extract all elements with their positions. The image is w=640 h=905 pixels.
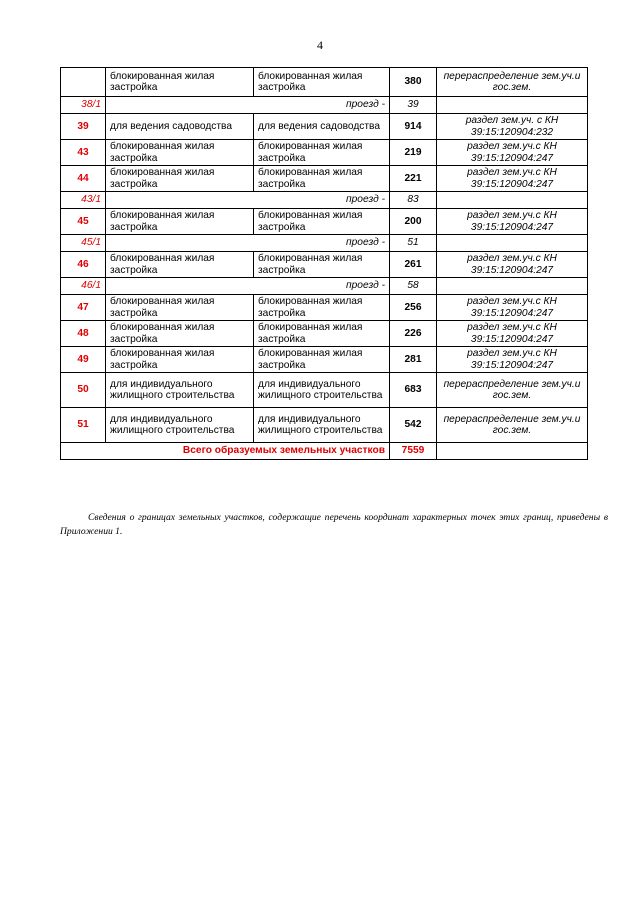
permitted-use-cell: блокированная жилая застройка: [106, 166, 254, 192]
plot-number-cell: 43/1: [61, 192, 106, 209]
table-row: [61, 252, 588, 278]
plot-number-cell: 38/1: [61, 97, 106, 114]
table-row-passage: [61, 278, 588, 295]
formation-method-cell: перераспределение зем.уч.и гос.зем.: [437, 408, 588, 443]
use-type-cell: блокированная жилая застройка: [254, 68, 390, 97]
total-value: 7559: [390, 443, 437, 460]
use-type-cell: для индивидуального жилищного строительства: [254, 408, 390, 443]
formation-method-cell: раздел зем.уч.с КН 39:15:120904:247: [437, 140, 588, 166]
table-row: [61, 321, 588, 347]
formation-method-cell: раздел зем.уч.с КН 39:15:120904:247: [437, 252, 588, 278]
table-row: [61, 347, 588, 373]
permitted-use-cell: блокированная жилая застройка: [106, 209, 254, 235]
area-cell: 219: [390, 140, 437, 166]
area-cell: 914: [390, 114, 437, 140]
table-row-passage: [61, 192, 588, 209]
formation-method-cell: перераспределение зем.уч.и гос.зем.: [437, 373, 588, 408]
total-label: Всего образуемых земельных участков: [61, 443, 390, 460]
area-cell: 51: [390, 235, 437, 252]
plot-number-cell: 47: [61, 295, 106, 321]
empty-cell: [437, 278, 588, 295]
area-cell: 58: [390, 278, 437, 295]
plot-number-cell: 48: [61, 321, 106, 347]
permitted-use-cell: для ведения садоводства: [106, 114, 254, 140]
use-type-cell: блокированная жилая застройка: [254, 140, 390, 166]
permitted-use-cell: блокированная жилая застройка: [106, 252, 254, 278]
plot-number-cell: 46/1: [61, 278, 106, 295]
use-type-cell: для ведения садоводства: [254, 114, 390, 140]
formation-method-cell: раздел зем.уч.с КН 39:15:120904:247: [437, 295, 588, 321]
page-number: 4: [317, 38, 323, 52]
permitted-use-cell: блокированная жилая застройка: [106, 347, 254, 373]
area-cell: 200: [390, 209, 437, 235]
use-type-cell: блокированная жилая застройка: [254, 166, 390, 192]
area-cell: 542: [390, 408, 437, 443]
area-cell: 256: [390, 295, 437, 321]
area-cell: 221: [390, 166, 437, 192]
plot-number-cell: 46: [61, 252, 106, 278]
table-row: [61, 295, 588, 321]
table-row-passage: [61, 235, 588, 252]
empty-cell: [437, 192, 588, 209]
plot-number-cell: 43: [61, 140, 106, 166]
use-type-cell: блокированная жилая застройка: [254, 321, 390, 347]
area-cell: 39: [390, 97, 437, 114]
passage-label-cell: проезд -: [106, 278, 390, 295]
formation-method-cell: перераспределение зем.уч.и гос.зем.: [437, 68, 588, 97]
permitted-use-cell: блокированная жилая застройка: [106, 295, 254, 321]
table-row: [61, 408, 588, 443]
permitted-use-cell: блокированная жилая застройка: [106, 321, 254, 347]
empty-cell: [437, 443, 588, 460]
area-cell: 380: [390, 68, 437, 97]
table-row: [61, 209, 588, 235]
area-cell: 261: [390, 252, 437, 278]
table-row-passage: [61, 97, 588, 114]
area-cell: 83: [390, 192, 437, 209]
area-cell: 226: [390, 321, 437, 347]
formation-method-cell: раздел зем.уч.с КН 39:15:120904:247: [437, 321, 588, 347]
table-row: [61, 114, 588, 140]
use-type-cell: блокированная жилая застройка: [254, 209, 390, 235]
passage-label-cell: проезд -: [106, 235, 390, 252]
use-type-cell: блокированная жилая застройка: [254, 252, 390, 278]
total-row: [61, 443, 588, 460]
plot-number-cell: [61, 68, 106, 97]
plot-number-cell: 45: [61, 209, 106, 235]
passage-label-cell: проезд -: [106, 97, 390, 114]
plot-number-cell: 51: [61, 408, 106, 443]
table-row: [61, 373, 588, 408]
permitted-use-cell: блокированная жилая застройка: [106, 140, 254, 166]
plot-number-cell: 49: [61, 347, 106, 373]
permitted-use-cell: для индивидуального жилищного строительства: [106, 373, 254, 408]
area-cell: 281: [390, 347, 437, 373]
plot-number-cell: 44: [61, 166, 106, 192]
footnote-text: Сведения о границах земельных участков, содержащие перечень координат характерных точек этих границ, приведены в Приложении 1.: [60, 511, 608, 537]
plot-number-cell: 45/1: [61, 235, 106, 252]
table-row: [61, 68, 588, 97]
land-plots-table: [60, 67, 588, 460]
formation-method-cell: раздел зем.уч. с КН 39:15:120904:232: [437, 114, 588, 140]
formation-method-cell: раздел зем.уч.с КН 39:15:120904:247: [437, 166, 588, 192]
use-type-cell: блокированная жилая застройка: [254, 295, 390, 321]
formation-method-cell: раздел зем.уч.с КН 39:15:120904:247: [437, 209, 588, 235]
passage-label-cell: проезд -: [106, 192, 390, 209]
use-type-cell: блокированная жилая застройка: [254, 347, 390, 373]
empty-cell: [437, 97, 588, 114]
table-body: [61, 68, 588, 460]
table-row: [61, 166, 588, 192]
plot-number-cell: 39: [61, 114, 106, 140]
permitted-use-cell: для индивидуального жилищного строительства: [106, 408, 254, 443]
empty-cell: [437, 235, 588, 252]
area-cell: 683: [390, 373, 437, 408]
table-row: [61, 140, 588, 166]
plot-number-cell: 50: [61, 373, 106, 408]
formation-method-cell: раздел зем.уч.с КН 39:15:120904:247: [437, 347, 588, 373]
permitted-use-cell: блокированная жилая застройка: [106, 68, 254, 97]
use-type-cell: для индивидуального жилищного строительства: [254, 373, 390, 408]
